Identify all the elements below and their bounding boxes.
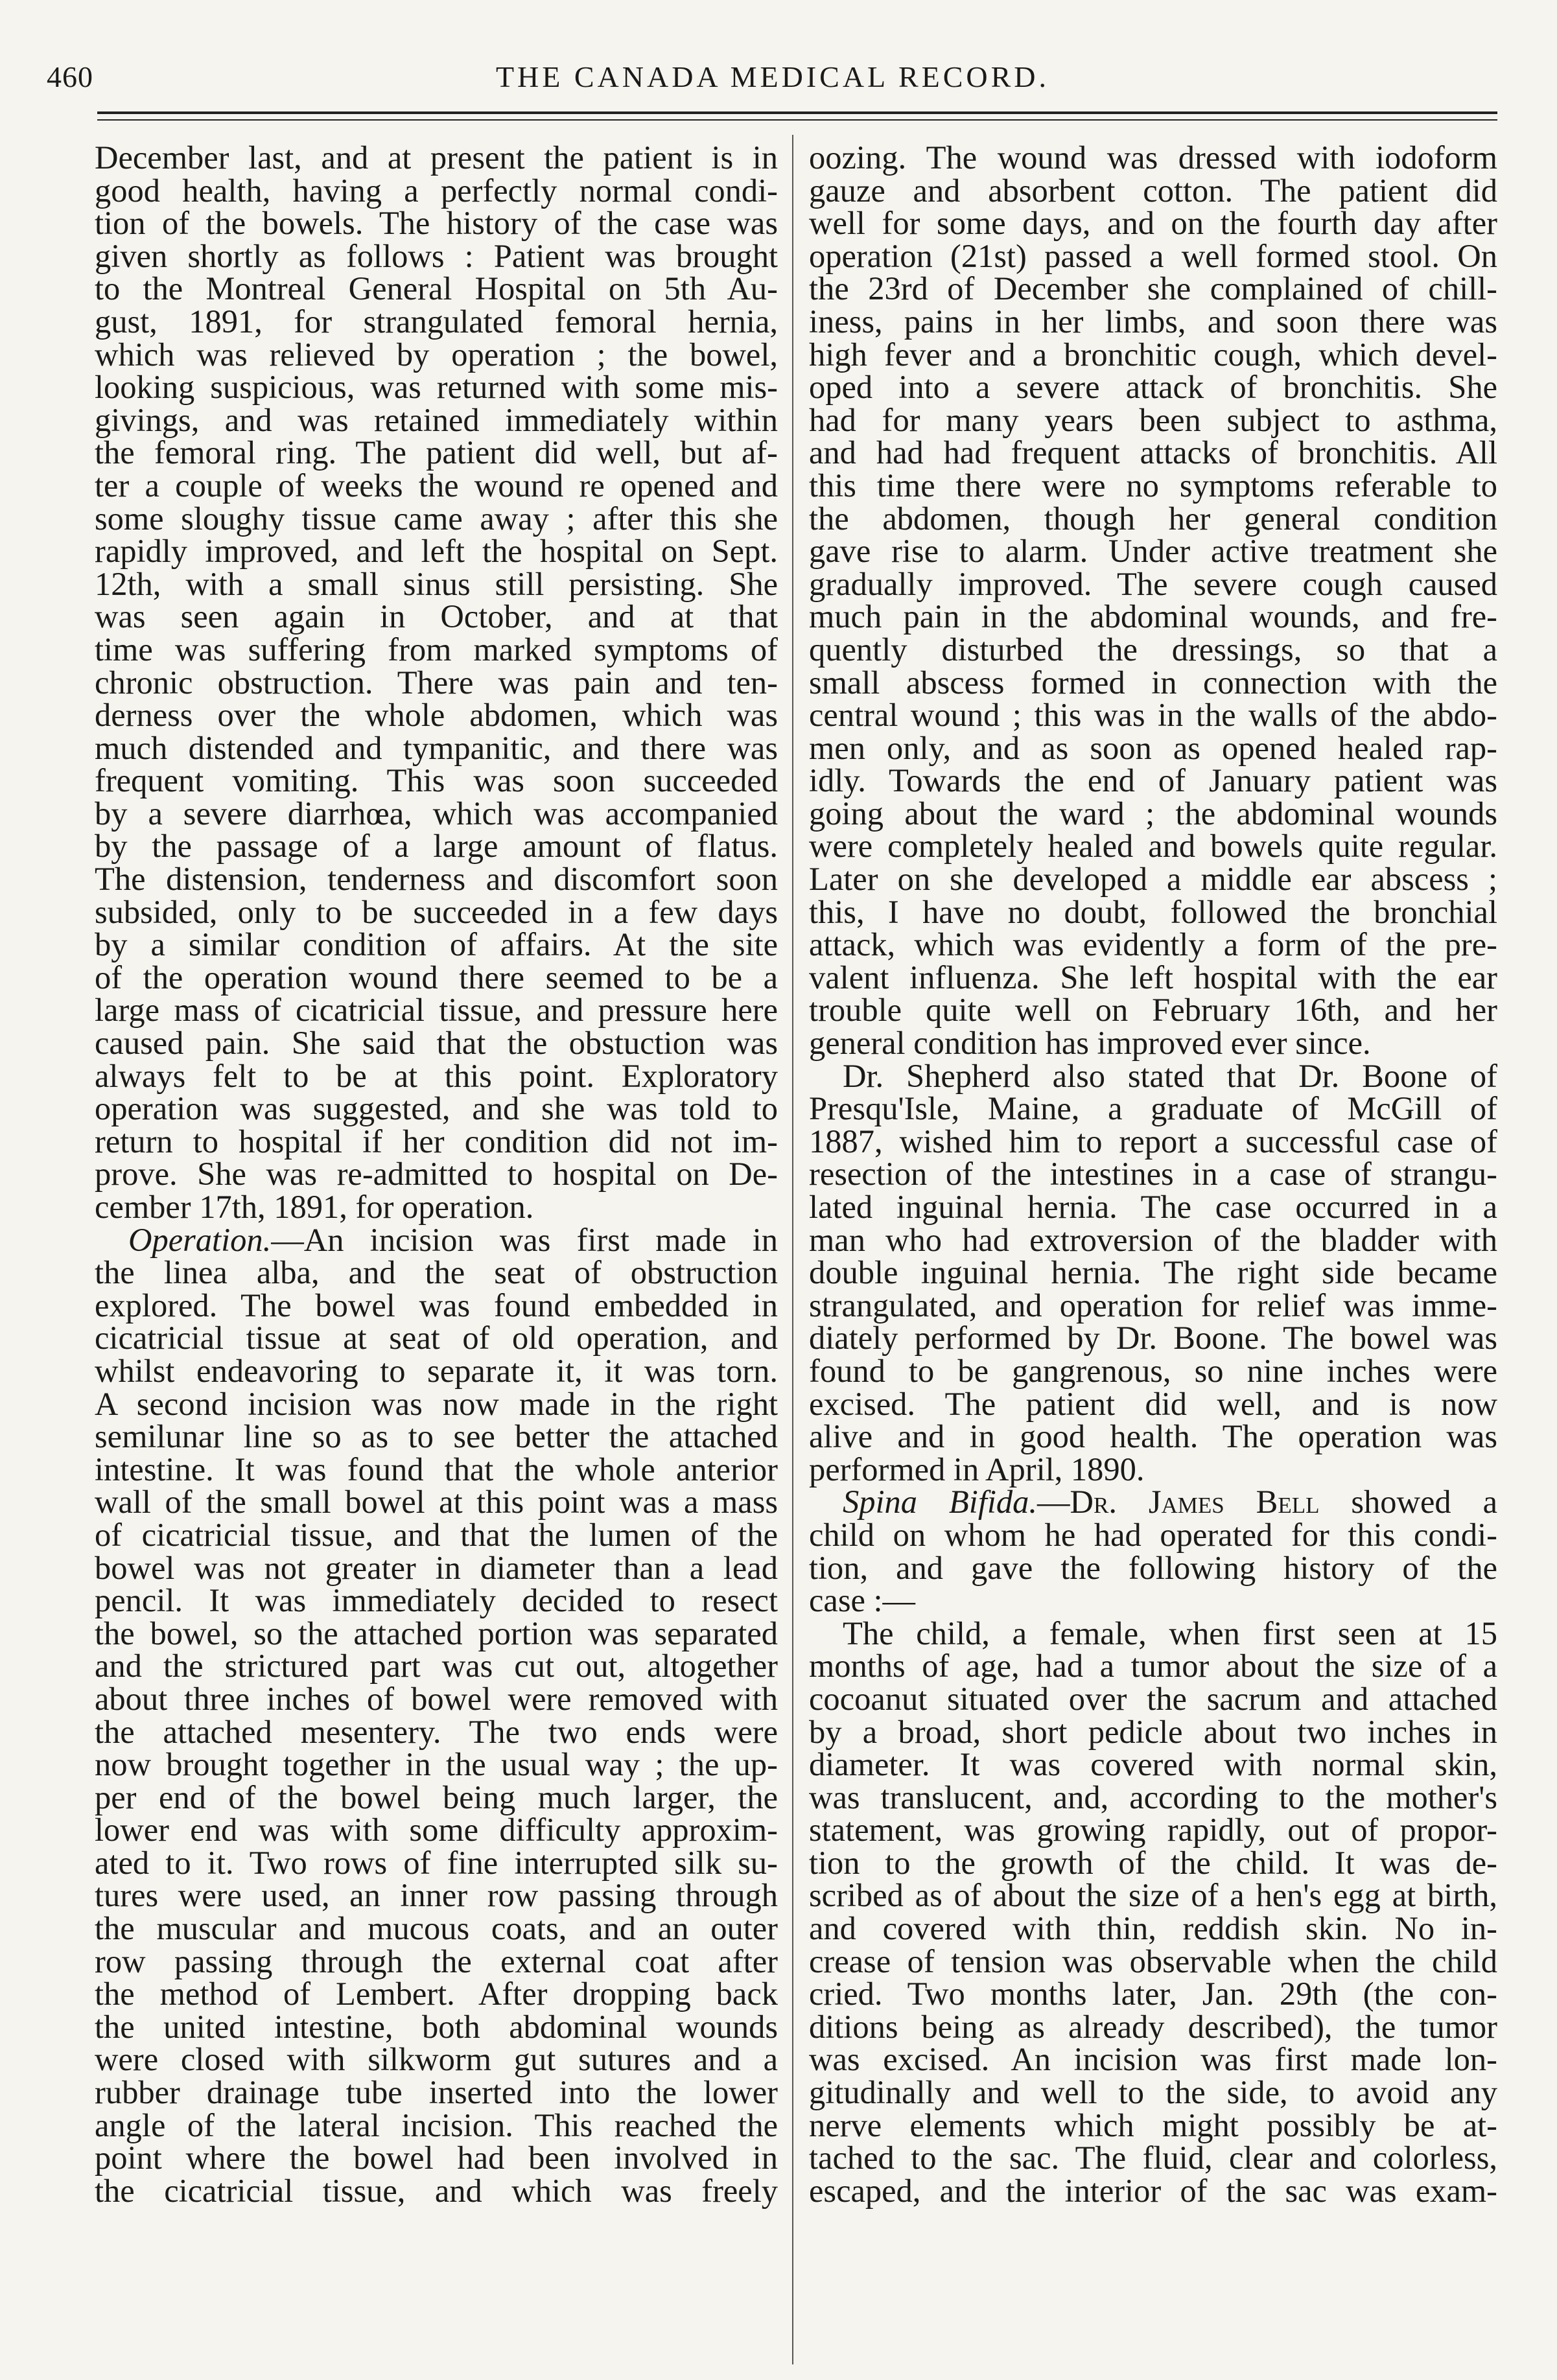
text-line xyxy=(809,729,1497,766)
line-text: were closed with silkworm gut sutures and a xyxy=(95,2041,778,2078)
text-line xyxy=(809,2008,1497,2045)
text-line xyxy=(809,1680,1497,1717)
line-text: looking suspicious, was returned with some mis- xyxy=(95,369,778,406)
text-line xyxy=(95,2141,778,2175)
line-text: the bowel, so the attached portion was separated xyxy=(95,1615,778,1651)
text-line xyxy=(809,1221,1497,1258)
text-line xyxy=(809,1092,1497,1125)
line-text: lower end was with some difficulty approxim- xyxy=(95,1812,778,1849)
line-text: valent influenza. She left hospital with the ear xyxy=(809,959,1497,996)
line-text: frequent vomiting. This was soon succeeded xyxy=(95,762,778,799)
line-text: the 23rd of December she complained of chill- xyxy=(809,270,1497,307)
line-text: tion of the bowels. The history of the case was xyxy=(95,205,778,242)
line-text: crease of tension was observable when the child xyxy=(809,1942,1497,1979)
text-line xyxy=(809,141,1497,174)
line-text: the united intestine, both abdominal wounds xyxy=(95,2008,778,2045)
line-text: rubber drainage tube inserted into the lower xyxy=(95,2074,778,2111)
text-line xyxy=(809,666,1497,699)
line-text: were completely healed and bowels quite regular. xyxy=(809,828,1497,865)
text-line xyxy=(95,1092,778,1125)
text-line xyxy=(95,2106,778,2143)
line-text: was excised. An incision was first made lon- xyxy=(809,2041,1497,2078)
text-line xyxy=(809,1912,1497,1945)
text-line xyxy=(95,797,778,830)
line-text: was translucent, and, according to the mother's xyxy=(809,1779,1497,1815)
line-text: statement, was growing rapidly, out of propor- xyxy=(809,1812,1497,1849)
line-text: resection of the intestines in a case of strangu- xyxy=(809,1156,1497,1193)
text-line xyxy=(809,1713,1497,1750)
text-line xyxy=(809,401,1497,438)
text-line xyxy=(809,237,1497,274)
line-text: child on whom he had operated for this condi- xyxy=(809,1516,1497,1553)
line-text: tached to the sac. The fluid, clear and colorless, xyxy=(809,2140,1497,2176)
line-text: the cicatricial tissue, and which was freely xyxy=(95,2172,778,2209)
line-text: months of age, had a tumor about the size of a xyxy=(809,1648,1497,1685)
text-line xyxy=(809,272,1497,305)
line-text: rapidly improved, and left the hospital on Sept. xyxy=(95,533,778,570)
line-text: this time there were no symptoms referable to xyxy=(809,467,1497,504)
text-line xyxy=(809,961,1497,994)
line-text: by the passage of a large amount of flatus. xyxy=(95,828,778,865)
text-line xyxy=(809,994,1497,1027)
line-text: gauze and absorbent cotton. The patient did xyxy=(809,172,1497,209)
line-text: performed in April, 1890. xyxy=(809,1451,1145,1488)
text-line xyxy=(95,1844,778,1881)
line-text: cocoanut situated over the sacrum and attached xyxy=(809,1680,1497,1717)
line-text: case :— xyxy=(809,1582,916,1619)
line-text: much distended and tympanitic, and there was xyxy=(95,729,778,766)
text-line xyxy=(95,141,778,174)
text-line xyxy=(95,2172,778,2209)
right-column xyxy=(809,141,1497,2207)
text-line xyxy=(95,1256,778,1289)
line-text: tures were used, an inner row passing through xyxy=(95,1877,778,1914)
text-line xyxy=(809,1516,1497,1553)
line-text: small abscess formed in connection with the xyxy=(809,664,1497,701)
operation-heading: Operation. xyxy=(128,1221,272,1258)
line-text: return to hospital if her condition did not im- xyxy=(95,1123,778,1160)
text-line xyxy=(95,666,778,699)
header-rule-thick xyxy=(97,111,1497,114)
line-text: ter a couple of weeks the wound re opened and xyxy=(95,467,778,504)
text-line xyxy=(95,305,778,338)
text-line xyxy=(809,1125,1497,1158)
line-text: trouble quite well on February 16th, and her xyxy=(809,992,1497,1029)
text-line xyxy=(809,1289,1497,1322)
text-line xyxy=(95,961,778,994)
text-line xyxy=(95,237,778,274)
text-line xyxy=(95,1352,778,1389)
line-text: always felt to be at this point. Exploratory xyxy=(95,1057,778,1094)
line-text: The distension, tenderness and discomfort soon xyxy=(95,861,778,898)
text-line xyxy=(95,633,778,666)
text-line xyxy=(809,1352,1497,1389)
line-text: pencil. It was immediately decided to resect xyxy=(95,1582,778,1619)
line-text: wall of the small bowel at this point was a mass xyxy=(95,1484,778,1521)
text-line xyxy=(809,1942,1497,1979)
text-line xyxy=(95,893,778,930)
text-line xyxy=(95,1221,778,1258)
line-text: subsided, only to be succeeded in a few days xyxy=(95,893,778,930)
text-line xyxy=(809,1256,1497,1289)
line-text: iness, pains in her limbs, and soon there was xyxy=(809,303,1497,340)
text-line xyxy=(809,2043,1497,2076)
line-text: the muscular and mucous coats, and an outer xyxy=(95,1910,778,1947)
text-line xyxy=(95,1814,778,1847)
line-text: operation (21st) passed a well formed stool. On xyxy=(809,237,1497,274)
text-line xyxy=(809,1844,1497,1881)
text-line xyxy=(95,1549,778,1586)
line-text: explored. The bowel was found embedded in xyxy=(95,1287,778,1324)
line-text: well for some days, and on the fourth day after xyxy=(809,205,1497,242)
line-text: 12th, with a small sinus still persisting. She xyxy=(95,565,778,602)
text-line xyxy=(95,1191,778,1224)
text-line xyxy=(809,535,1497,568)
text-line xyxy=(809,1978,1497,2011)
text-line xyxy=(809,863,1497,896)
line-text: idly. Towards the end of January patient was xyxy=(809,762,1497,799)
line-text: going about the ward ; the abdominal wounds xyxy=(809,795,1497,832)
text-line xyxy=(95,1125,778,1158)
line-text: time was suffering from marked symptoms of xyxy=(95,631,778,668)
spina-bifida-heading: Spina Bifida. xyxy=(843,1484,1038,1521)
running-title: THE CANADA MEDICAL RECORD. xyxy=(495,60,1050,93)
text-line xyxy=(95,401,778,438)
line-text: and the strictured part was cut out, altogether xyxy=(95,1648,778,1685)
text-line xyxy=(809,502,1497,535)
line-text: point where the bowel had been involved in xyxy=(95,2140,778,2176)
line-text: and had had frequent attacks of bronchitis. All xyxy=(809,434,1497,471)
line-text: and covered with thin, reddish skin. No in- xyxy=(809,1910,1497,1947)
line-text: givings, and was retained immediately within xyxy=(95,401,778,438)
text-line xyxy=(809,1322,1497,1355)
text-line xyxy=(809,1486,1497,1519)
line-text: intestine. It was found that the whole anterior xyxy=(95,1451,778,1488)
line-text: ditions being as already described), the tumor xyxy=(809,2008,1497,2045)
line-text: nerve elements which might possibly be at- xyxy=(809,2106,1497,2143)
line-text: Dr. Shepherd also stated that Dr. Boone of xyxy=(843,1057,1497,1094)
text-line xyxy=(809,1781,1497,1814)
line-text: the attached mesentery. The two ends were xyxy=(95,1713,778,1750)
line-text: was seen again in October, and at that xyxy=(95,598,778,635)
text-line xyxy=(809,2141,1497,2175)
line-text: whilst endeavoring to separate it, it was torn. xyxy=(95,1352,778,1389)
text-line xyxy=(95,764,778,797)
line-text: man who had extroversion of the bladder with xyxy=(809,1221,1497,1258)
line-text: diameter. It was covered with normal skin, xyxy=(809,1746,1497,1783)
line-text: Presqu'Isle, Maine, a graduate of McGill of xyxy=(809,1090,1497,1127)
line-text: now brought together in the usual way ; the up- xyxy=(95,1746,778,1783)
line-text: alive and in good health. The operation was xyxy=(809,1418,1497,1455)
line-text: of the operation wound there seemed to be a xyxy=(95,959,778,996)
line-text: row passing through the external coat after xyxy=(95,1942,778,1979)
line-text: chronic obstruction. There was pain and ten- xyxy=(95,664,778,701)
line-text: by a broad, short pedicle about two inches in xyxy=(809,1713,1497,1750)
line-text: cried. Two months later, Jan. 29th (the con- xyxy=(809,1976,1497,2012)
line-text: gradually improved. The severe cough caused xyxy=(809,565,1497,602)
line-text: had for many years been subject to asthma, xyxy=(809,401,1497,438)
text-line xyxy=(95,1713,778,1750)
text-line xyxy=(95,1680,778,1717)
text-line xyxy=(95,830,778,863)
text-line xyxy=(95,535,778,568)
line-text: ated to it. Two rows of fine interrupted silk su- xyxy=(95,1844,778,1881)
text-line xyxy=(95,1650,778,1683)
text-line xyxy=(95,1912,778,1945)
line-text: cember 17th, 1891, for operation. xyxy=(95,1189,534,1225)
line-text: tion to the growth of the child. It was de- xyxy=(809,1844,1497,1881)
line-text: to the Montreal General Hospital on 5th Au- xyxy=(95,270,778,307)
line-text: The child, a female, when first seen at 15 xyxy=(843,1615,1497,1651)
text-line xyxy=(95,2043,778,2076)
line-text: escaped, and the interior of the sac was exam- xyxy=(809,2172,1497,2209)
text-line xyxy=(809,830,1497,863)
text-line xyxy=(95,1781,778,1814)
line-text: derness over the whole abdomen, which was xyxy=(95,697,778,734)
left-column xyxy=(95,141,778,2207)
text-line xyxy=(809,1748,1497,1781)
text-line xyxy=(809,1650,1497,1683)
text-line xyxy=(95,469,778,502)
text-line xyxy=(809,436,1497,469)
text-line xyxy=(95,207,778,240)
header-rule-thin xyxy=(97,119,1497,121)
line-text: central wound ; this was in the walls of the abdo- xyxy=(809,697,1497,734)
line-text: by a severe diarrhœa, which was accompanied xyxy=(95,795,778,832)
line-text: gust, 1891, for strangulated femoral hernia, xyxy=(95,303,778,340)
line-text: cicatricial tissue at seat of old operation, and xyxy=(95,1320,778,1357)
line-text: bowel was not greater in diameter than a lead xyxy=(95,1549,778,1586)
line-text: quently disturbed the dressings, so that a xyxy=(809,631,1497,668)
line-text: December last, and at present the patient is in xyxy=(95,139,778,176)
text-line xyxy=(95,1584,778,1617)
line-text: 1887, wished him to report a successful case of xyxy=(809,1123,1497,1160)
text-line xyxy=(95,2008,778,2045)
line-text: tion, and gave the following history of the xyxy=(809,1549,1497,1586)
line-text: prove. She was re-admitted to hospital on De- xyxy=(95,1156,778,1193)
text-line xyxy=(809,797,1497,830)
text-line xyxy=(95,1027,778,1060)
text-line xyxy=(95,729,778,766)
text-line xyxy=(95,994,778,1027)
text-line xyxy=(809,338,1497,371)
line-text: this, I have no doubt, followed the bronchial xyxy=(809,893,1497,930)
line-text: lated inguinal hernia. The case occurred in a xyxy=(809,1189,1497,1225)
heading-dash: — xyxy=(1037,1484,1070,1521)
line-text: gave rise to alarm. Under active treatment she xyxy=(809,533,1497,570)
text-line xyxy=(809,2076,1497,2109)
text-line xyxy=(95,174,778,207)
line-text: semilunar line so as to see better the attached xyxy=(95,1418,778,1455)
text-line xyxy=(809,1420,1497,1453)
text-line xyxy=(95,1453,778,1486)
text-line xyxy=(809,2172,1497,2209)
line-text: A second incision was now made in the right xyxy=(95,1385,778,1422)
line-text: double inguinal hernia. The right side became xyxy=(809,1254,1497,1291)
line-text: excised. The patient did well, and is now xyxy=(809,1385,1497,1422)
text-line xyxy=(95,371,778,404)
text-line xyxy=(809,893,1497,930)
text-line xyxy=(95,1322,778,1355)
text-line xyxy=(809,1191,1497,1224)
line-text: scribed as of about the size of a hen's egg at birth, xyxy=(809,1877,1497,1914)
text-line xyxy=(809,174,1497,207)
text-line xyxy=(95,1385,778,1422)
text-line xyxy=(95,1879,778,1912)
page-number: 460 xyxy=(47,60,93,93)
text-line xyxy=(809,633,1497,666)
line-text: large mass of cicatricial tissue, and pressure here xyxy=(95,992,778,1029)
page-header xyxy=(47,60,1499,99)
text-line xyxy=(809,305,1497,338)
text-line xyxy=(95,928,778,961)
text-line xyxy=(95,600,778,633)
line-text: showed a xyxy=(1351,1484,1497,1521)
line-text: —An incision was first made in xyxy=(271,1221,778,1258)
text-line xyxy=(95,436,778,469)
text-line xyxy=(809,1879,1497,1912)
text-line xyxy=(95,1289,778,1322)
line-text: oozing. The wound was dressed with iodoform xyxy=(809,139,1497,176)
line-text: by a similar condition of affairs. At the site xyxy=(95,926,778,963)
text-line xyxy=(809,469,1497,502)
speaker-name: Dr. James Bell xyxy=(1070,1484,1352,1521)
line-text: angle of the lateral incision. This reached the xyxy=(95,2106,778,2143)
line-text: about three inches of bowel were removed with xyxy=(95,1680,778,1717)
text-line xyxy=(809,371,1497,404)
text-line xyxy=(95,1486,778,1519)
line-text: caused pain. She said that the obstuction was xyxy=(95,1025,778,1062)
text-line xyxy=(95,2076,778,2109)
text-line xyxy=(95,565,778,602)
text-line xyxy=(809,1158,1497,1191)
text-line xyxy=(809,207,1497,240)
text-line xyxy=(809,1057,1497,1094)
line-text: strangulated, and operation for relief was imme- xyxy=(809,1287,1497,1324)
text-line xyxy=(95,1420,778,1453)
text-line xyxy=(95,338,778,371)
line-text: high fever and a bronchitic cough, which devel- xyxy=(809,336,1497,373)
text-line xyxy=(95,1516,778,1553)
line-text: diately performed by Dr. Boone. The bowel was xyxy=(809,1320,1497,1357)
line-text: good health, having a perfectly normal condi- xyxy=(95,172,778,209)
line-text: per end of the bowel being much larger, the xyxy=(95,1779,778,1815)
text-line xyxy=(809,699,1497,732)
line-text: men only, and as soon as opened healed rap- xyxy=(809,729,1497,766)
line-text: some sloughy tissue came away ; after this she xyxy=(95,500,778,537)
line-text: of cicatricial tissue, and that the lumen of the xyxy=(95,1516,778,1553)
text-line xyxy=(809,928,1497,961)
text-line xyxy=(809,600,1497,633)
line-text: the linea alba, and the seat of obstruction xyxy=(95,1254,778,1291)
text-line xyxy=(95,1057,778,1094)
line-text: oped into a severe attack of bronchitis. She xyxy=(809,369,1497,406)
text-line xyxy=(809,565,1497,602)
line-text: much pain in the abdominal wounds, and fre- xyxy=(809,598,1497,635)
text-line xyxy=(95,1748,778,1781)
line-text: the method of Lembert. After dropping back xyxy=(95,1976,778,2012)
text-line xyxy=(809,1453,1497,1486)
line-text: the femoral ring. The patient did well, but af- xyxy=(95,434,778,471)
column-divider xyxy=(792,135,793,2364)
text-line xyxy=(809,1617,1497,1650)
text-line xyxy=(809,1549,1497,1586)
line-text: attack, which was evidently a form of the pre- xyxy=(809,926,1497,963)
line-text: gitudinally and well to the side, to avoid any xyxy=(809,2074,1497,2111)
text-line xyxy=(809,2106,1497,2143)
text-line xyxy=(95,1158,778,1191)
text-line xyxy=(95,863,778,896)
text-line xyxy=(95,1942,778,1979)
line-text: given shortly as follows : Patient was brought xyxy=(95,237,778,274)
text-line xyxy=(809,1027,1497,1060)
line-text: general condition has improved ever since. xyxy=(809,1025,1371,1062)
text-line xyxy=(95,502,778,535)
text-line xyxy=(809,1814,1497,1847)
text-line xyxy=(95,272,778,305)
text-line xyxy=(95,699,778,732)
text-line xyxy=(95,1978,778,2011)
line-text: found to be gangrenous, so nine inches were xyxy=(809,1352,1497,1389)
text-line xyxy=(809,1584,1497,1617)
line-text: the abdomen, though her general condition xyxy=(809,500,1497,537)
text-line xyxy=(809,1385,1497,1422)
text-line xyxy=(95,1617,778,1650)
line-text: operation was suggested, and she was told to xyxy=(95,1090,778,1127)
line-text: Later on she developed a middle ear abscess ; xyxy=(809,861,1497,898)
text-line xyxy=(809,764,1497,797)
line-text: which was relieved by operation ; the bowel, xyxy=(95,336,778,373)
